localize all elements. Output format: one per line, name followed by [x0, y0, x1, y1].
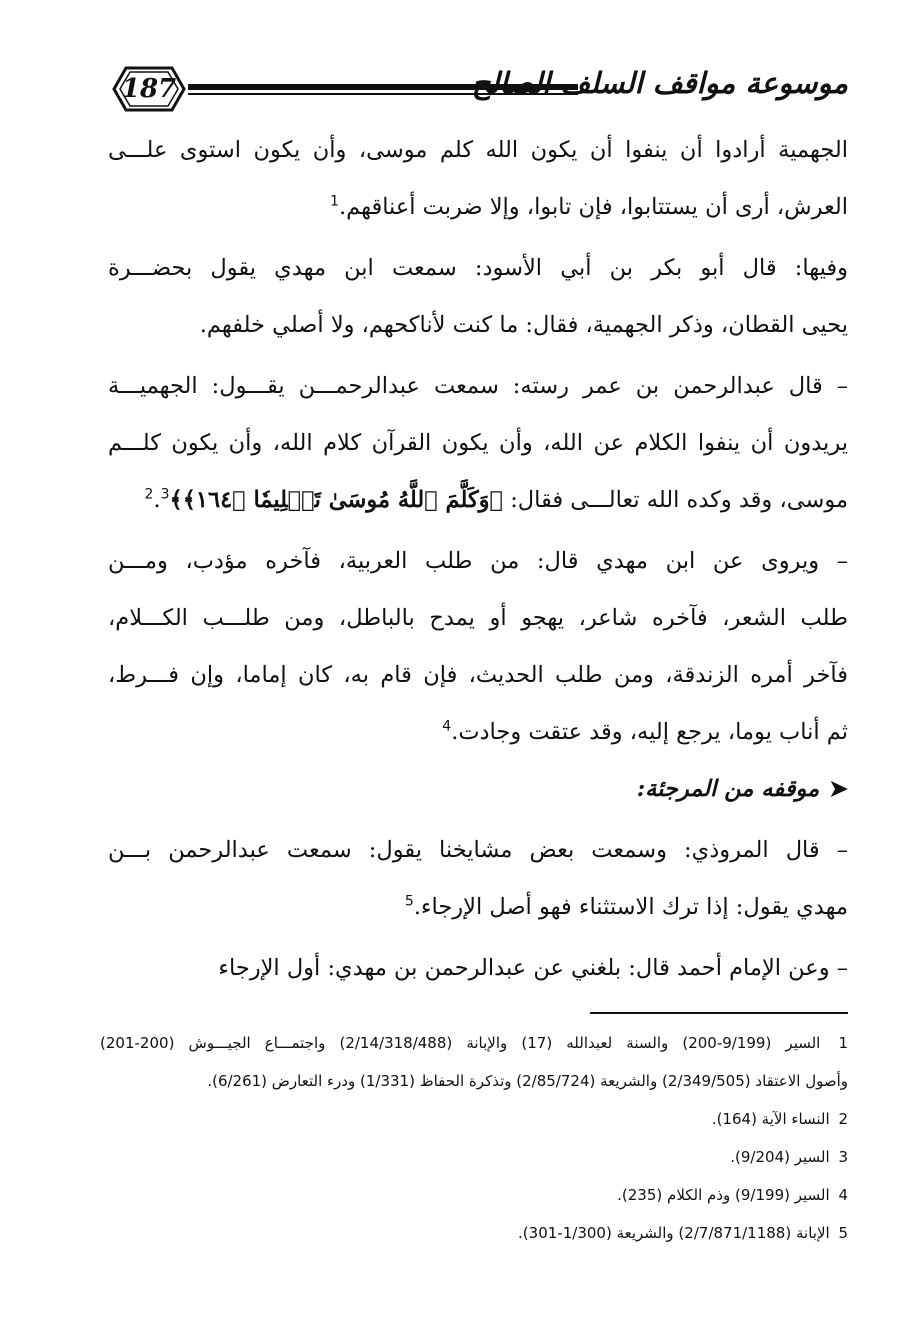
text-line: يحيى القطان، وذكر الجهمية، فقال: ما كنت لأناكحهم، ولا أصلي خلفهم. [199, 312, 848, 338]
footnote-ref[interactable]: 3 [160, 486, 170, 503]
text-line-content: مهدي يقول: إذا ترك الاستثناء فهو أصل الإرجاء. [413, 894, 848, 920]
text-line: موسى، وقد وكده الله تعالـــى فقال: ﴿وَكَلَّمَ ٱللَّهُ مُوسَىٰ تَكۡلِيمٗا ﴿١٦٤﴾﴾$^2$.$^3$ [144, 486, 848, 513]
text-line-content: العرش، أرى أن يستتابوا، فإن تابوا، وإلا ضربت أعناقهم. [338, 194, 848, 220]
footnote-item [100, 1214, 848, 1252]
footnote-text: السير (9/204). [730, 1148, 830, 1166]
footnote-number: 4 [838, 1186, 848, 1204]
footnote-item [100, 1100, 848, 1138]
text-line: – قال عبدالرحمن بن عمر رسته: سمعت عبدالرحمـــن يقـــول: الجهميـــة [108, 373, 848, 399]
text-line-content: موسى، وقد وكده الله تعالـــى فقال: [510, 487, 848, 513]
footnote-item-continued: وأصول الاعتقاد (2/349/505) والشريعة (2/85/724) وتذكرة الحفاظ (1/331) ودرء التعارض (6/261). [207, 1072, 848, 1090]
text-line: طلب الشعر، فآخره شاعر، يهجو أو يمدح بالباطل، ومن طلـــب الكـــلام، [108, 605, 848, 631]
footnote-number: 5 [838, 1224, 848, 1242]
footnote-ref[interactable]: 5 [404, 893, 414, 910]
footnote-ref[interactable]: 2 [144, 486, 154, 503]
page-number-badge [112, 66, 186, 112]
footnote-ref[interactable]: 1 [330, 193, 339, 210]
main-text [108, 122, 848, 997]
text-line [108, 704, 848, 761]
text-line: يريدون أن ينفوا الكلام عن الله، وأن يكون القرآن كلام الله، وأن يكون كلـــم [108, 430, 848, 456]
page-number: 187 [121, 74, 177, 104]
footnote-number: 1 [838, 1034, 848, 1052]
series-title: موسوعة مواقف السلف الصالح [471, 66, 848, 100]
section-heading-text: موقفه من المرجئة: [636, 776, 820, 802]
footnote-text: السير (9/199-200) والسنة لعبدالله (17) والإبانة (2/14/318/488) واجتمـــاع الجيـــوش (200-201) [100, 1034, 821, 1052]
arrowhead-icon: ➤ [829, 776, 848, 802]
page-header [112, 62, 848, 116]
quran-verse: ﴿وَكَلَّمَ ٱللَّهُ مُوسَىٰ تَكۡلِيمٗا ﴿١٦٤﴾﴾ [169, 487, 504, 513]
text-line: فآخر أمره الزندقة، ومن طلب الحديث، فإن قام به، كان إماما، وإن فـــرط، [108, 662, 848, 688]
footnote-item [100, 1024, 848, 1062]
text-line-content: ثم أناب يوما، يرجع إليه، وقد عتقت وجادت. [451, 719, 848, 745]
text-line: – وعن الإمام أحمد قال: بلغني عن عبدالرحمن بن مهدي: أول الإرجاء [218, 955, 848, 981]
footnote-text: الإبانة (2/7/871/1188) والشريعة (1/300-301). [518, 1224, 830, 1242]
footnote-item [100, 1138, 848, 1176]
text-line: الجهمية أرادوا أن ينفوا أن يكون الله كلم موسى، وأن يكون استوى علـــى [108, 137, 848, 163]
section-heading [108, 761, 848, 818]
text-line [108, 879, 848, 936]
text-line: – ويروى عن ابن مهدي قال: من طلب العربية، فآخره مؤدب، ومـــن [108, 548, 848, 574]
footnote-text: النساء الآية (164). [711, 1110, 830, 1128]
footnote-text: السير (9/199) وذم الكلام (235). [617, 1186, 830, 1204]
footnote-number: 3 [838, 1148, 848, 1166]
footnote-item [100, 1176, 848, 1214]
footnote-divider [590, 1012, 848, 1014]
footnote-number: 2 [838, 1110, 848, 1128]
text-line: وفيها: قال أبو بكر بن أبي الأسود: سمعت ابن مهدي يقول بحضـــرة [108, 255, 848, 281]
text-line: – قال المروذي: وسمعت بعض مشايخنا يقول: سمعت عبدالرحمن بـــن [108, 837, 848, 863]
footnote-ref[interactable]: 4 [442, 718, 452, 735]
footnotes [100, 1024, 848, 1252]
text-line [108, 179, 848, 236]
